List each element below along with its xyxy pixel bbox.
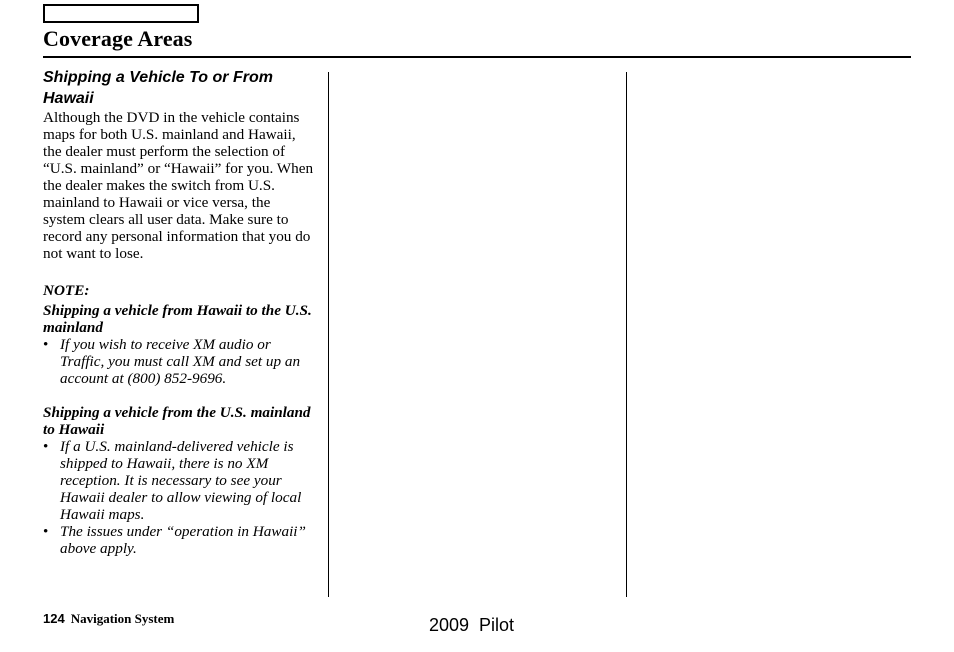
list-item xyxy=(43,438,315,523)
bullet-list xyxy=(43,336,315,387)
note-label: NOTE: xyxy=(43,282,90,299)
column-divider-2 xyxy=(626,72,627,597)
bullet-text: If a U.S. mainland-delivered vehicle is shipped to Hawaii, there is no XM reception. It is necessary to see your Hawaii dealer to allow viewing of local Hawaii maps. xyxy=(60,438,302,523)
section-paragraph: Although the DVD in the vehicle contains maps for both U.S. mainland and Hawaii, the dealer must perform the selection of “U.S. mainland” or “Hawaii” for you. When the dealer makes the switch from U.S. mainland to Hawaii or vice versa, the system clears all user data. Make sure to record any personal information that you do not want to lose. xyxy=(43,109,314,262)
header-tab-box xyxy=(43,4,199,23)
section-heading: Shipping a Vehicle To or From Hawaii xyxy=(43,69,273,107)
note-subheading-hawaii-to-mainland: Shipping a vehicle from Hawaii to the U.S. mainland xyxy=(43,302,312,336)
page-number: 124 xyxy=(43,611,65,626)
title-divider xyxy=(43,56,911,58)
footer-section-name: Navigation System xyxy=(70,611,175,626)
note-subheading-mainland-to-hawaii: Shipping a vehicle from the U.S. mainland to Hawaii xyxy=(43,404,311,438)
page-footer xyxy=(43,610,174,628)
bullet-icon: • xyxy=(43,438,49,455)
bullet-icon: • xyxy=(43,523,49,540)
list-item xyxy=(43,523,315,557)
bullet-list xyxy=(43,438,315,557)
bullet-text: The issues under “operation in Hawaii” above apply. xyxy=(60,523,306,557)
page-title: Coverage Areas xyxy=(43,26,193,51)
footer-model: 2009 Pilot xyxy=(429,615,515,635)
bullet-text: If you wish to receive XM audio or Traffic, you must call XM and set up an account at (800) 852-9696. xyxy=(60,336,301,387)
content-column xyxy=(43,67,315,557)
bullet-icon: • xyxy=(43,336,49,353)
list-item xyxy=(43,336,315,387)
column-divider-1 xyxy=(328,72,329,597)
